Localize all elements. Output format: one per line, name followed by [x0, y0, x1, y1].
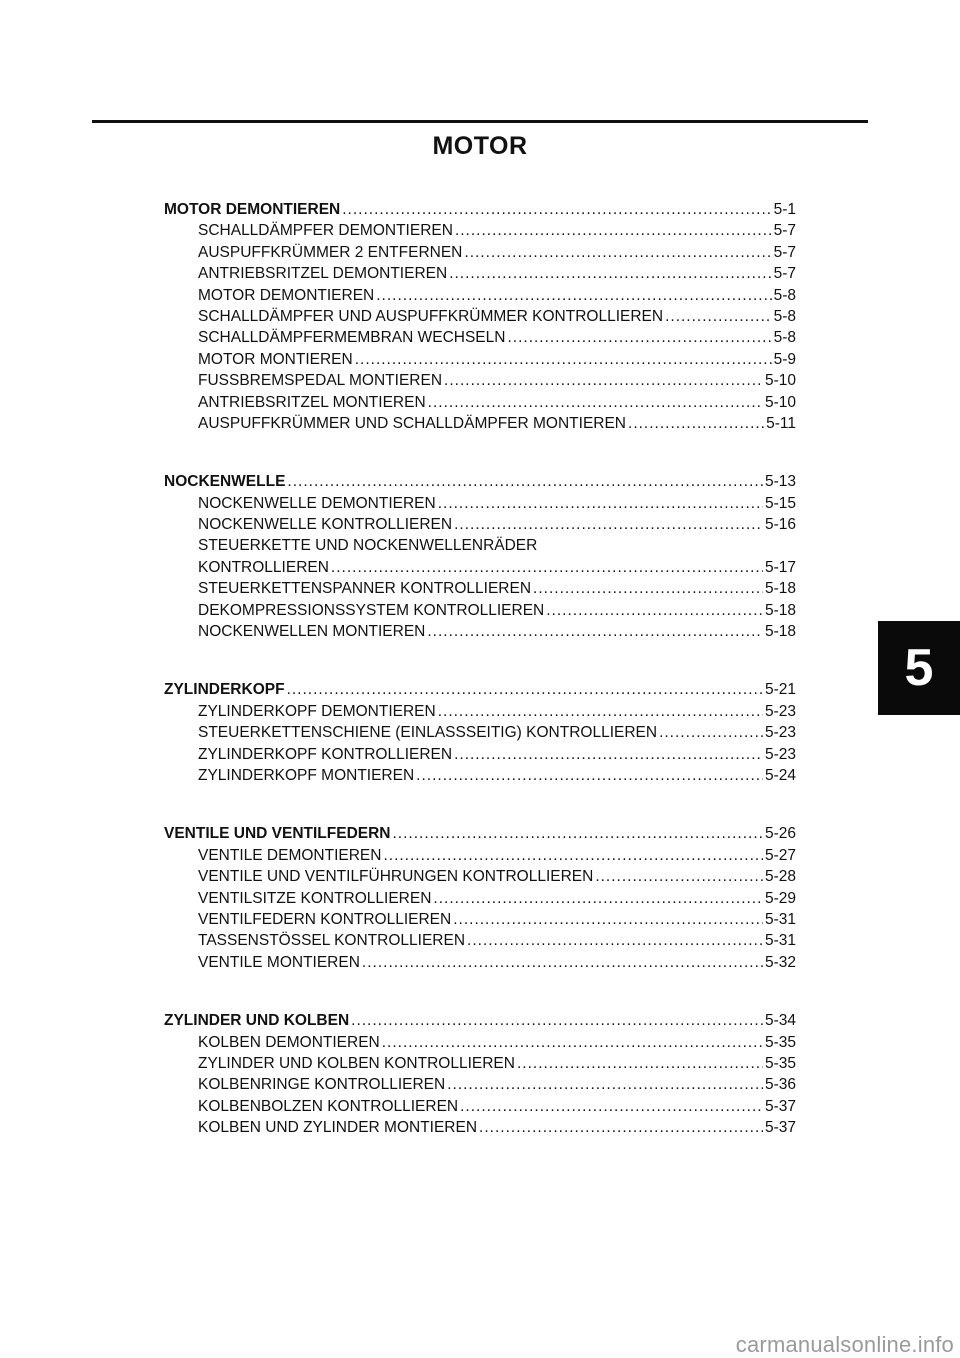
- toc-entry-title: VENTILSITZE KONTROLLIEREN: [198, 889, 432, 907]
- toc-entry[interactable]: [164, 1032, 796, 1053]
- dot-leader: [449, 263, 771, 284]
- toc-page-number: 5-10: [764, 393, 796, 411]
- toc-entry[interactable]: [164, 370, 796, 391]
- toc-entry-title: VENTILE DEMONTIEREN: [198, 846, 382, 864]
- toc-page-number: 5-9: [773, 350, 796, 368]
- toc-entry[interactable]: [164, 1053, 796, 1074]
- toc-entry[interactable]: [164, 1117, 796, 1138]
- toc-page-number: 5-34: [764, 1012, 796, 1030]
- toc-entry[interactable]: [164, 909, 796, 930]
- toc-entry[interactable]: [164, 263, 796, 284]
- toc-entry-title: STEUERKETTENSPANNER KONTROLLIEREN: [198, 580, 532, 598]
- watermark: carmanualsonline.info: [735, 1332, 954, 1357]
- dot-leader: [427, 621, 763, 642]
- toc-section: [164, 679, 796, 786]
- toc-entry-title: STEUERKETTENSCHIENE (EINLASSSEITIG) KONTROLLIEREN: [198, 724, 658, 742]
- toc-entry[interactable]: [164, 1096, 796, 1117]
- toc-page-number: 5-18: [764, 623, 796, 641]
- toc-entry[interactable]: [164, 578, 796, 599]
- toc-entry[interactable]: [164, 866, 796, 887]
- toc-entry-title: MOTOR MONTIEREN: [198, 350, 353, 368]
- toc-page-number: 5-8: [773, 329, 796, 347]
- toc-section: [164, 1010, 796, 1138]
- toc-section-heading[interactable]: [164, 199, 796, 220]
- toc-page-number: 5-18: [764, 601, 796, 619]
- toc-entry[interactable]: [164, 242, 796, 263]
- toc-page-number: 5-27: [764, 846, 796, 864]
- toc-page-number: 5-28: [764, 868, 796, 886]
- toc-entry[interactable]: [164, 327, 796, 348]
- toc-entry-title: TASSENSTÖSSEL KONTROLLIEREN: [198, 932, 466, 950]
- dot-leader: [595, 866, 763, 887]
- toc-entry[interactable]: [164, 285, 796, 306]
- toc-entry-title: MOTOR DEMONTIEREN: [164, 201, 341, 218]
- toc-page-number: 5-8: [773, 307, 796, 325]
- header-rule: [92, 120, 868, 123]
- toc-entry-title: NOCKENWELLE DEMONTIEREN: [198, 494, 436, 512]
- dot-leader: [659, 722, 763, 743]
- toc-entry[interactable]: [164, 722, 796, 743]
- toc-entry-title: KOLBEN UND ZYLINDER MONTIEREN: [198, 1119, 478, 1137]
- dot-leader: [383, 845, 763, 866]
- toc-entry[interactable]: [164, 306, 796, 327]
- toc-entry-title: ZYLINDERKOPF DEMONTIEREN: [198, 702, 436, 720]
- dot-leader: [454, 514, 763, 535]
- toc-entry-continuation[interactable]: [164, 557, 796, 578]
- toc-entry-title: ZYLINDERKOPF KONTROLLIEREN: [198, 745, 453, 763]
- dot-leader: [546, 600, 763, 621]
- dot-leader: [392, 823, 762, 844]
- toc-section-heading[interactable]: [164, 471, 796, 492]
- chapter-tab-number: 5: [904, 639, 934, 697]
- toc-page-number: 5-10: [764, 372, 796, 390]
- toc-section: [164, 823, 796, 973]
- toc-entry-title: ANTRIEBSRITZEL DEMONTIEREN: [198, 265, 448, 283]
- toc-entry-title: FUSSBREMSPEDAL MONTIEREN: [198, 372, 443, 390]
- toc-entry[interactable]: [164, 1074, 796, 1095]
- dot-leader: [628, 413, 764, 434]
- toc-entry-title: NOCKENWELLEN MONTIEREN: [198, 623, 426, 641]
- toc-entry-title: NOCKENWELLE: [164, 473, 286, 491]
- chapter-tab[interactable]: [878, 621, 960, 715]
- dot-leader: [416, 765, 763, 786]
- dot-leader: [287, 471, 763, 492]
- toc-page-number: 5-37: [764, 1097, 796, 1115]
- toc-page-number: 5-26: [764, 825, 796, 843]
- toc-section-heading[interactable]: [164, 823, 796, 844]
- toc-page-number: 5-15: [764, 494, 796, 512]
- toc-entry[interactable]: [164, 220, 796, 241]
- dot-leader: [467, 930, 763, 951]
- toc-entry-title: ZYLINDER UND KOLBEN: [164, 1012, 350, 1030]
- toc-entry-title: VENTILE UND VENTILFEDERN: [164, 825, 391, 843]
- dot-leader: [464, 242, 771, 263]
- toc-page-number: 5-11: [766, 414, 796, 432]
- toc-page-number: 5-32: [764, 953, 796, 971]
- toc-entry-title: VENTILFEDERN KONTROLLIEREN: [198, 910, 452, 928]
- toc-entry-title: ZYLINDER UND KOLBEN KONTROLLIEREN: [198, 1054, 515, 1072]
- table-of-contents: [164, 199, 796, 1175]
- dot-leader: [351, 1010, 763, 1031]
- toc-entry-title: VENTILE MONTIEREN: [198, 953, 360, 971]
- toc-entry[interactable]: [164, 845, 796, 866]
- toc-page-number: 5-23: [764, 724, 796, 742]
- toc-page-number: 5-8: [773, 286, 796, 304]
- dot-leader: [454, 744, 763, 765]
- toc-section: [164, 471, 796, 642]
- toc-page-number: 5-13: [764, 473, 796, 491]
- toc-entry-title: MOTOR DEMONTIEREN: [198, 286, 375, 304]
- dot-leader: [447, 1074, 763, 1095]
- toc-entry[interactable]: [164, 952, 796, 973]
- dot-leader: [331, 557, 763, 578]
- dot-leader: [453, 909, 763, 930]
- toc-entry-title: KOLBEN DEMONTIEREN: [198, 1033, 380, 1051]
- toc-entry-title: KONTROLLIEREN: [198, 558, 329, 576]
- toc-entry[interactable]: [164, 514, 796, 535]
- toc-entry-title: KOLBENRINGE KONTROLLIEREN: [198, 1076, 446, 1094]
- toc-page-number: 5-31: [764, 932, 796, 950]
- dot-leader: [507, 327, 771, 348]
- toc-entry[interactable]: [164, 930, 796, 951]
- dot-leader: [376, 285, 771, 306]
- toc-entry-title: ANTRIEBSRITZEL MONTIEREN: [198, 393, 426, 411]
- toc-entry[interactable]: [164, 621, 796, 642]
- dot-leader: [517, 1053, 763, 1074]
- dot-leader: [460, 1096, 763, 1117]
- page-title: MOTOR: [432, 132, 528, 160]
- toc-entry-title: DEKOMPRESSIONSSYSTEM KONTROLLIEREN: [198, 601, 545, 619]
- toc-entry[interactable]: [164, 600, 796, 621]
- dot-leader: [665, 306, 772, 327]
- toc-entry[interactable]: [164, 535, 796, 556]
- dot-leader: [362, 952, 763, 973]
- toc-entry-title: AUSPUFFKRÜMMER UND SCHALLDÄMPFER MONTIEREN: [198, 414, 627, 432]
- dot-leader: [287, 679, 763, 700]
- dot-leader: [342, 199, 771, 220]
- toc-entry-title: SCHALLDÄMPFER DEMONTIEREN: [198, 222, 453, 240]
- dot-leader: [433, 888, 763, 909]
- dot-leader: [455, 220, 772, 241]
- toc-page-number: 5-31: [764, 910, 796, 928]
- toc-entry[interactable]: [164, 349, 796, 370]
- toc-entry[interactable]: [164, 888, 796, 909]
- toc-entry[interactable]: [164, 392, 796, 413]
- toc-page-number: 5-1: [773, 201, 796, 218]
- toc-entry-title: SCHALLDÄMPFER UND AUSPUFFKRÜMMER KONTROLLIEREN: [198, 307, 664, 325]
- dot-leader: [533, 578, 763, 599]
- toc-entry-title: SCHALLDÄMPFERMEMBRAN WECHSELN: [198, 329, 506, 347]
- toc-entry-title: ZYLINDERKOPF: [164, 681, 285, 699]
- toc-page-number: 5-36: [764, 1076, 796, 1094]
- toc-entry-title: ZYLINDERKOPF MONTIEREN: [198, 766, 415, 784]
- toc-page-number: 5-23: [764, 745, 796, 763]
- toc-page-number: 5-29: [764, 889, 796, 907]
- toc-page-number: 5-21: [764, 681, 796, 699]
- dot-leader: [428, 392, 763, 413]
- toc-entry-title: KOLBENBOLZEN KONTROLLIEREN: [198, 1097, 459, 1115]
- toc-entry-title: STEUERKETTE UND NOCKENWELLENRÄDER: [198, 537, 538, 555]
- toc-page-number: 5-35: [764, 1033, 796, 1051]
- toc-page-number: 5-7: [773, 222, 796, 240]
- toc-entry[interactable]: [164, 765, 796, 786]
- toc-page-number: 5-17: [764, 558, 796, 576]
- toc-page-number: 5-16: [764, 516, 796, 534]
- toc-entry[interactable]: [164, 493, 796, 514]
- dot-leader: [479, 1117, 763, 1138]
- toc-page-number: 5-35: [764, 1054, 796, 1072]
- toc-entry[interactable]: [164, 701, 796, 722]
- toc-entry-title: AUSPUFFKRÜMMER 2 ENTFERNEN: [198, 243, 463, 261]
- dot-leader: [382, 1032, 763, 1053]
- toc-entry-title: VENTILE UND VENTILFÜHRUNGEN KONTROLLIEREN: [198, 868, 594, 886]
- toc-page-number: 5-7: [773, 265, 796, 283]
- toc-page-number: 5-37: [764, 1119, 796, 1137]
- dot-leader: [438, 493, 763, 514]
- toc-page-number: 5-7: [773, 243, 796, 261]
- toc-page-number: 5-24: [764, 766, 796, 784]
- toc-entry[interactable]: [164, 744, 796, 765]
- toc-section-heading[interactable]: [164, 679, 796, 700]
- toc-section: [164, 199, 796, 434]
- dot-leader: [355, 349, 772, 370]
- dot-leader: [444, 370, 763, 391]
- dot-leader: [438, 701, 763, 722]
- toc-page-number: 5-23: [764, 702, 796, 720]
- toc-section-heading[interactable]: [164, 1010, 796, 1031]
- toc-page-number: 5-18: [764, 580, 796, 598]
- toc-entry[interactable]: [164, 413, 796, 434]
- toc-entry-title: NOCKENWELLE KONTROLLIEREN: [198, 516, 453, 534]
